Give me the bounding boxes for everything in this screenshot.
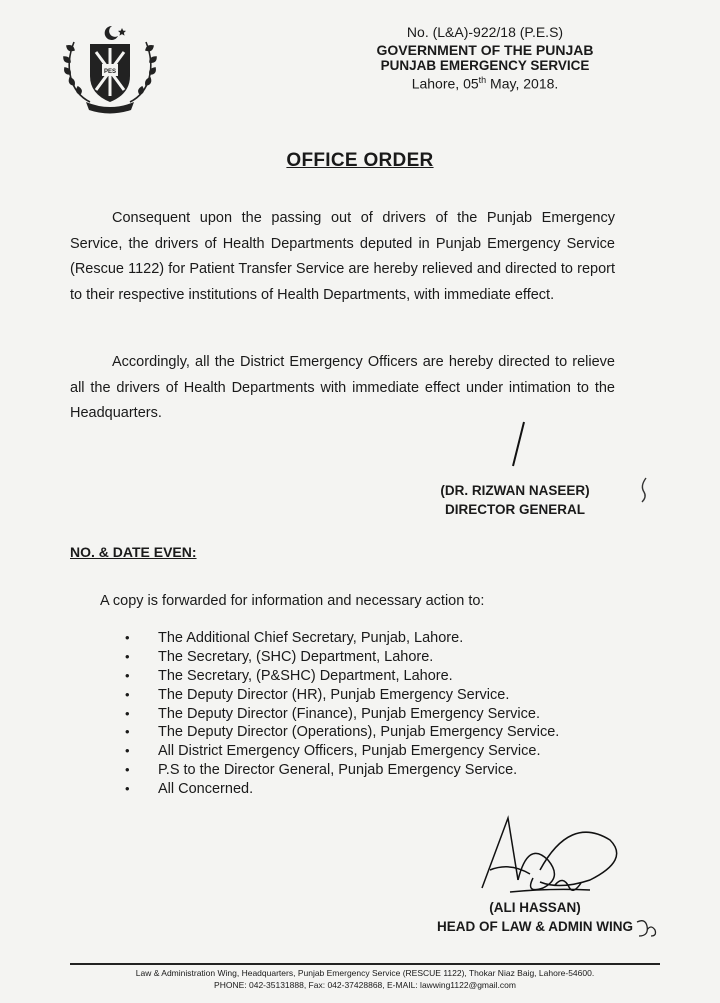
signature-mark xyxy=(508,420,528,470)
footer-contact: PHONE: 042-35131888, Fax: 042-37428868, E-MAIL: lawwing1122@gmail.com xyxy=(214,980,516,990)
signatory-head-law-admin xyxy=(430,898,640,936)
footer-address: Law & Administration Wing, Headquarters, Punjab Emergency Service (RESCUE 1122), Thokar Niaz Baig, Lahore-54600. xyxy=(135,968,595,978)
svg-text:PES: PES xyxy=(103,69,117,75)
department-name: PUNJAB EMERGENCY SERVICE xyxy=(380,58,590,73)
bullet: • xyxy=(125,781,130,797)
list-item xyxy=(125,761,559,780)
reference-number: No. (L&A)-922/18 (P.E.S) xyxy=(406,24,564,40)
list-item xyxy=(125,723,559,742)
list-item-text: All Concerned. xyxy=(158,781,254,798)
body-paragraph-1: Consequent upon the passing out of drivers of the Punjab Emergency Service, the drivers of Health Departments deputed in Punjab Emergency Service (Rescue 1122) for Patient Transfer Service are hereby relieved and directed to report to their respective institutions of Health Departments, with immediate effect. xyxy=(70,210,615,303)
letterhead xyxy=(370,24,600,92)
document-title: OFFICE ORDER xyxy=(286,150,434,171)
bullet: • xyxy=(125,686,130,702)
list-item-text: The Deputy Director (HR), Punjab Emergency Service. xyxy=(158,686,510,703)
list-item-text: The Additional Chief Secretary, Punjab, Lahore. xyxy=(158,630,464,646)
signatory-name: (ALI HASSAN) xyxy=(489,900,581,915)
list-item xyxy=(125,629,559,648)
body-paragraph-2: Accordingly, all the District Emergency Officers are hereby directed to relieve all the drivers of Health Departments with immediate effect under intimation to the Headquarters. xyxy=(70,354,615,421)
list-item xyxy=(125,742,559,761)
distribution-list xyxy=(125,629,559,799)
date-prefix: Lahore, 05 xyxy=(411,75,479,92)
even-heading: NO. & DATE EVEN: xyxy=(70,544,197,560)
initials-mark xyxy=(633,916,659,942)
bullet: • xyxy=(125,648,130,664)
bullet: • xyxy=(125,667,130,683)
footer-divider xyxy=(70,963,660,965)
footer xyxy=(70,967,660,991)
list-item xyxy=(125,780,559,799)
bullet: • xyxy=(125,724,130,740)
margin-mark xyxy=(638,476,652,504)
list-item xyxy=(125,705,559,724)
handwritten-signature xyxy=(470,810,630,900)
signatory-name: (DR. RIZWAN NASEER) xyxy=(440,483,590,498)
list-item-text: The Secretary, (SHC) Department, Lahore. xyxy=(158,648,434,665)
copy-forward-text: A copy is forwarded for information and necessary action to: xyxy=(100,593,485,609)
bullet: • xyxy=(125,743,130,759)
bullet: • xyxy=(125,630,130,645)
list-item xyxy=(125,667,559,686)
bullet: • xyxy=(125,705,130,721)
list-item-text: The Secretary, (P&SHC) Department, Lahore. xyxy=(158,667,453,684)
issue-date xyxy=(370,75,600,92)
list-item-text: The Deputy Director (Operations), Punjab Emergency Service. xyxy=(158,724,560,741)
list-item-text: P.S to the Director General, Punjab Emergency Service. xyxy=(158,762,518,779)
list-item-text: All District Emergency Officers, Punjab Emergency Service. xyxy=(158,743,541,760)
signatory-designation: HEAD OF LAW & ADMIN WING xyxy=(437,919,633,934)
date-suffix: May, 2018. xyxy=(486,75,559,92)
signatory-director-general xyxy=(430,481,600,519)
list-item xyxy=(125,686,559,705)
list-item-text: The Deputy Director (Finance), Punjab Emergency Service. xyxy=(158,705,540,722)
list-item xyxy=(125,648,559,667)
government-name: GOVERNMENT OF THE PUNJAB xyxy=(376,42,594,58)
punjab-emblem-icon xyxy=(60,22,160,114)
signatory-designation: DIRECTOR GENERAL xyxy=(444,502,585,517)
bullet: • xyxy=(125,762,130,778)
date-ordinal: th xyxy=(478,75,487,85)
